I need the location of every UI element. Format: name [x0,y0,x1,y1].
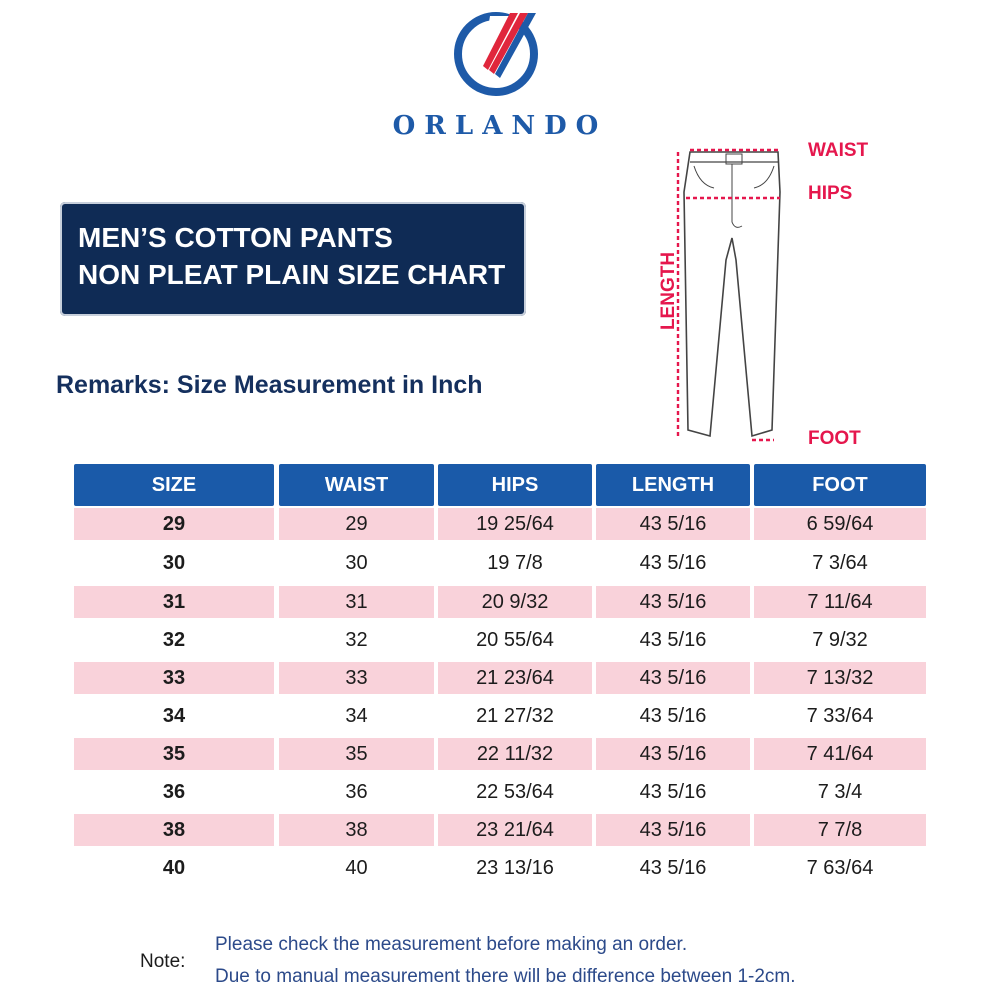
header-length: LENGTH [596,464,750,506]
cell-hips: 19 25/64 [438,508,592,540]
table-row [74,852,926,884]
header-size: SIZE [74,464,274,506]
cell-size: 35 [74,738,274,770]
cell-waist: 31 [279,586,434,618]
cell-foot: 7 41/64 [754,738,926,770]
cell-length: 43 5/16 [596,586,750,618]
cell-size: 34 [162,704,186,727]
cell-length: 43 5/16 [596,814,750,846]
cell-hips: 21 23/64 [438,662,592,694]
cell-length: 43 5/16 [639,628,707,651]
cell-foot: 6 59/64 [754,508,926,540]
cell-waist: 38 [279,814,434,846]
table-row [74,776,926,808]
cell-foot: 7 63/64 [806,856,874,879]
header-foot: FOOT [754,464,926,506]
cell-size: 32 [162,628,186,651]
title-line-2: NON PLEAT PLAIN SIZE CHART [78,259,506,290]
pants-diagram [640,130,900,460]
cell-waist: 35 [279,738,434,770]
cell-length: 43 5/16 [639,780,707,803]
header-hips: HIPS [438,464,592,506]
table-row [74,814,926,846]
cell-waist: 34 [345,704,368,727]
cell-foot: 7 7/8 [754,814,926,846]
title-line-1: MEN’S COTTON PANTS [78,222,393,253]
cell-hips: 20 55/64 [476,628,554,651]
cell-length: 43 5/16 [596,738,750,770]
length-label: LENGTH [658,251,680,331]
cell-foot: 7 11/64 [754,586,926,618]
table-row [74,662,926,694]
cell-foot: 7 3/64 [812,551,868,574]
hips-label: HIPS [808,183,853,204]
cell-foot: 7 33/64 [806,704,874,727]
brand-logo [355,8,645,141]
cell-waist: 40 [345,856,368,879]
foot-label: FOOT [808,428,861,449]
brand-name: ORLANDO [392,111,608,141]
table-row [74,547,926,579]
table-row [74,586,926,618]
cell-length: 43 5/16 [639,856,707,879]
cell-waist: 33 [279,662,434,694]
table-row [74,738,926,770]
cell-waist: 32 [345,628,368,651]
cell-waist: 29 [279,508,434,540]
table-row [74,700,926,732]
cell-foot: 7 9/32 [812,628,868,651]
cell-hips: 22 11/32 [438,738,592,770]
cell-hips: 23 13/16 [476,856,554,879]
cell-length: 43 5/16 [596,662,750,694]
note-line-2: Due to manual measurement there will be difference between 1-2cm. [215,966,796,987]
cell-length: 43 5/16 [639,551,707,574]
header-waist: WAIST [279,464,434,506]
cell-size: 30 [162,551,186,574]
cell-foot: 7 13/32 [754,662,926,694]
cell-hips: 21 27/32 [476,704,554,727]
waist-label: WAIST [808,140,869,161]
cell-length: 43 5/16 [639,704,707,727]
title-banner [60,202,526,316]
cell-length: 43 5/16 [596,508,750,540]
cell-waist: 36 [345,780,368,803]
cell-foot: 7 3/4 [817,780,863,803]
cell-hips: 23 21/64 [438,814,592,846]
table-row [74,624,926,656]
orlando-emblem-icon [450,8,550,100]
remarks-text: Remarks: Size Measurement in Inch [56,371,483,399]
cell-waist: 30 [345,551,368,574]
cell-size: 29 [74,508,274,540]
cell-size: 31 [74,586,274,618]
cell-size: 40 [162,856,186,879]
cell-size: 38 [74,814,274,846]
cell-hips: 22 53/64 [476,780,554,803]
cell-size: 36 [162,780,186,803]
table-row [74,508,926,540]
cell-hips: 20 9/32 [438,586,592,618]
note-label: Note: [140,951,186,972]
cell-hips: 19 7/8 [487,551,543,574]
note-line-1: Please check the measurement before making an order. [215,934,688,955]
cell-size: 33 [74,662,274,694]
